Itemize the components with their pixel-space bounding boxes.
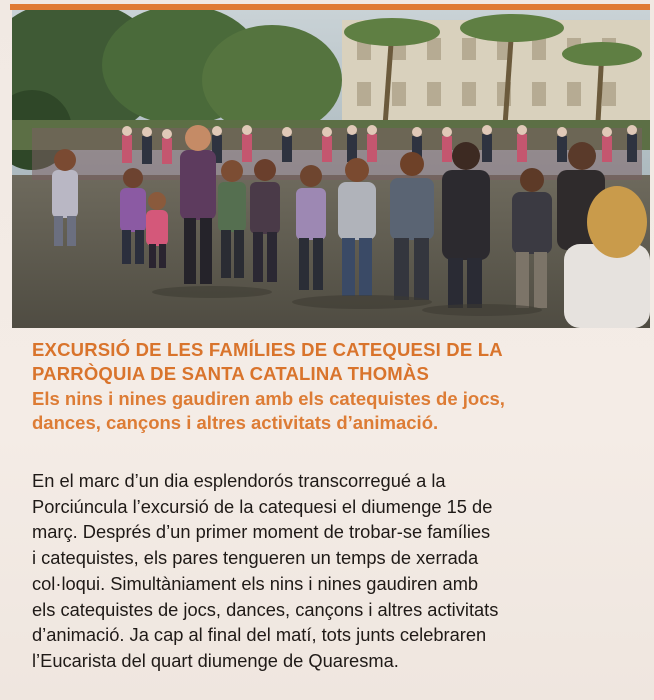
- body-line: d’animació. Ja cap al final del matí, tots junts celebraren: [32, 624, 487, 646]
- body-line: l’Eucarista del quart diumenge de Quaresma.: [32, 649, 399, 671]
- article-headline: [32, 338, 632, 386]
- body-line: col·loqui. Simultàniament els nins i nines gaudiren amb: [32, 572, 479, 594]
- body-line: els catequistes de jocs, dances, cançons i altres activitats: [32, 598, 499, 620]
- subheadline-line: dances, cançons i altres activitats d’animació.: [32, 412, 439, 433]
- body-line: i catequistes, els pares tengueren un temps de xerrada: [32, 547, 479, 569]
- headline-line: PARRÒQUIA DE SANTA CATALINA THOMÀS: [32, 363, 429, 384]
- subheadline-line: Els nins i nines gaudiren amb els catequistes de jocs,: [32, 388, 505, 409]
- headline-line: EXCURSIÓ DE LES FAMÍLIES DE CATEQUESI DE LA: [32, 339, 503, 360]
- body-line: març. Després d’un primer moment de trobar-se famílies: [32, 521, 491, 543]
- body-line: Porciúncula l’excursió de la catequesi el diumenge 15 de: [32, 495, 493, 517]
- body-line: En el marc d’un dia esplendorós transcorregué a la: [32, 470, 446, 491]
- article-photo: [12, 10, 650, 328]
- article-subheadline: [32, 387, 642, 435]
- crowd-outdoor-photo: [12, 10, 650, 328]
- article-body: [32, 468, 632, 674]
